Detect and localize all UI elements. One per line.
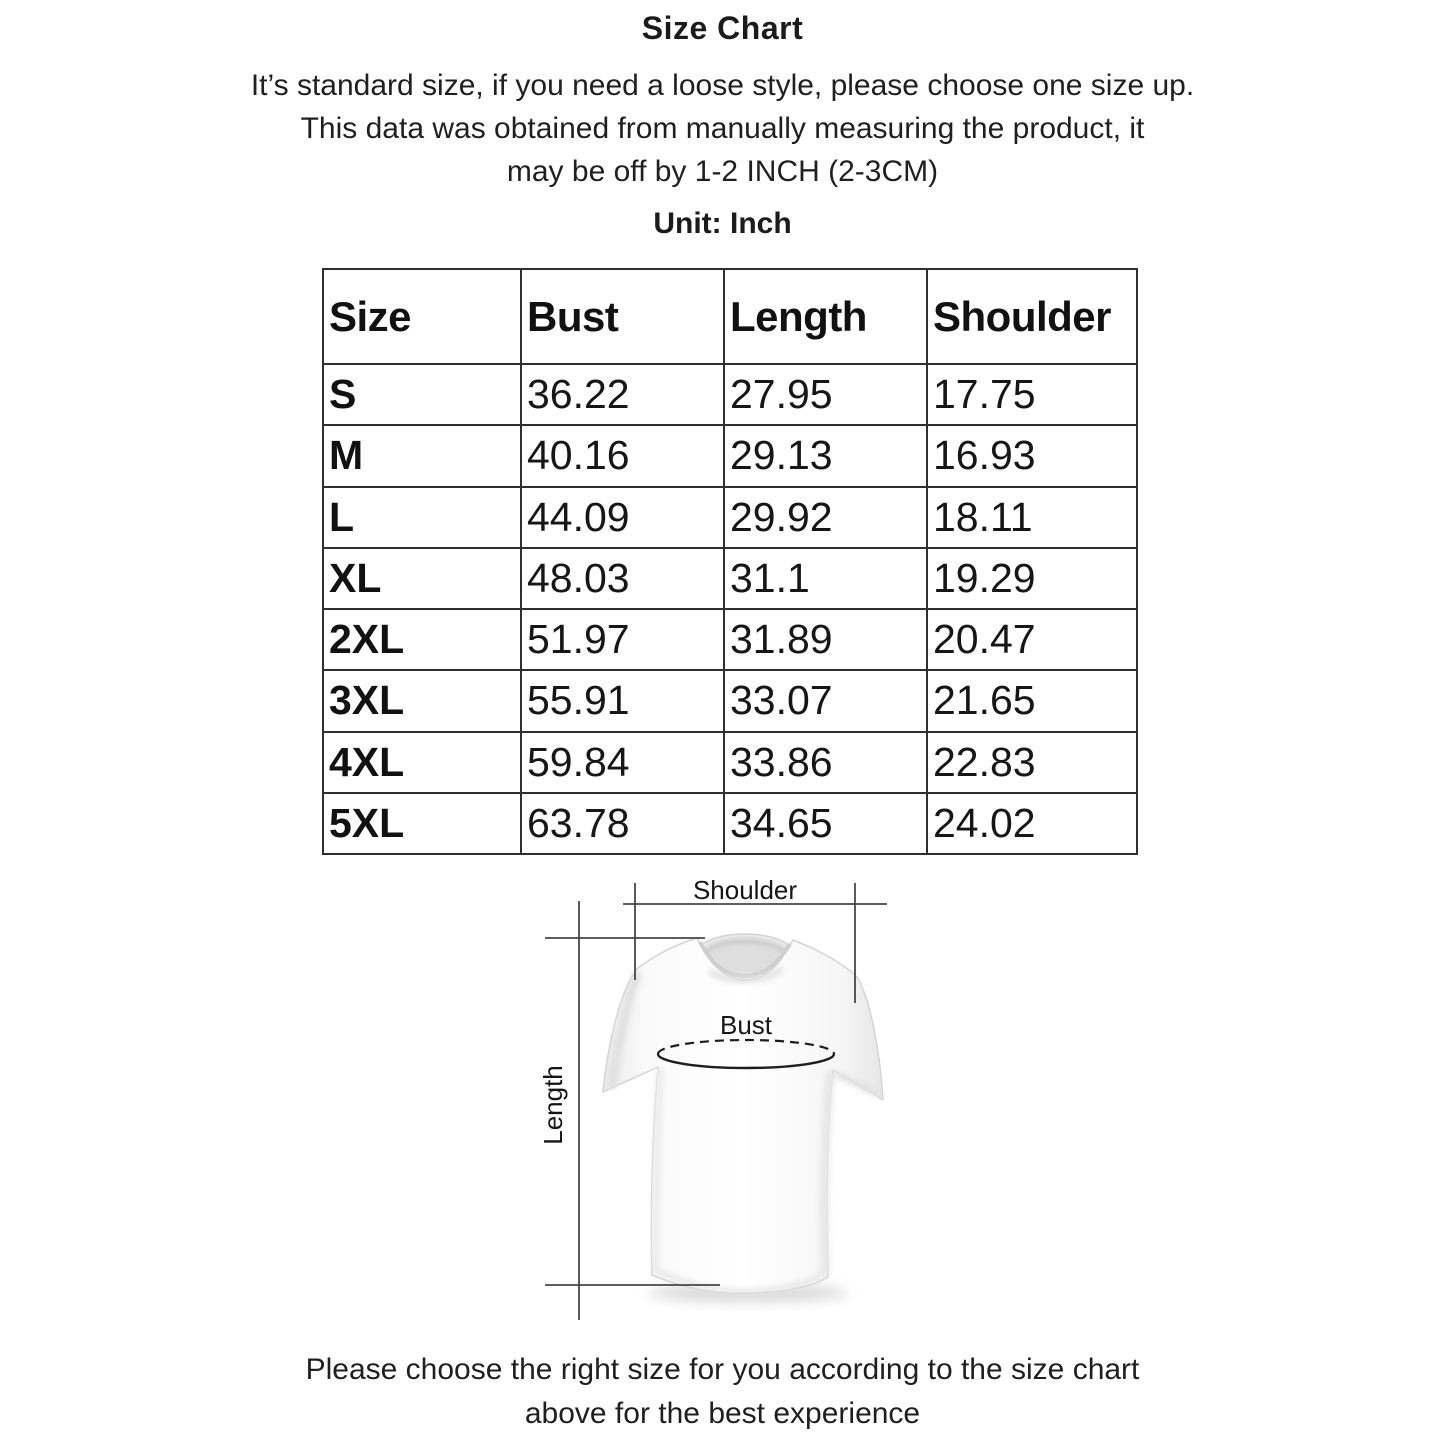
unit-label: Unit: Inch	[653, 207, 792, 240]
table-row	[323, 364, 1137, 425]
column-header-bust: Bust	[521, 269, 724, 364]
tshirt-diagram	[520, 870, 960, 1330]
size-cell: L	[323, 487, 521, 548]
table-row	[323, 793, 1137, 854]
shoulder-cell: 16.93	[927, 425, 1137, 486]
length-cell: 27.95	[724, 364, 927, 425]
bust-label: Bust	[719, 1010, 773, 1040]
size-note-line: may be off by 1-2 INCH (2-3CM)	[506, 155, 939, 188]
shoulder-cell: 17.75	[927, 364, 1137, 425]
length-cell: 31.89	[724, 609, 927, 670]
length-cell: 34.65	[724, 793, 927, 854]
bust-cell: 55.91	[521, 670, 724, 731]
shoulder-cell: 20.47	[927, 609, 1137, 670]
size-cell: 4XL	[323, 732, 521, 793]
table-row	[323, 609, 1137, 670]
length-cell: 29.92	[724, 487, 927, 548]
column-header-length: Length	[724, 269, 927, 364]
size-note-line: It’s standard size, if you need a loose style, please choose one size up.	[250, 69, 1195, 102]
table-row	[323, 732, 1137, 793]
table-row	[323, 487, 1137, 548]
size-cell: S	[323, 364, 521, 425]
footer-note-line: Please choose the right size for you according to the size chart	[305, 1353, 1140, 1386]
bust-cell: 44.09	[521, 487, 724, 548]
size-cell: 5XL	[323, 793, 521, 854]
bust-cell: 40.16	[521, 425, 724, 486]
shoulder-cell: 22.83	[927, 732, 1137, 793]
table-header-row	[323, 269, 1137, 364]
tshirt-graphic	[603, 938, 883, 1293]
bust-cell: 36.22	[521, 364, 724, 425]
shoulder-cell: 24.02	[927, 793, 1137, 854]
column-header-shoulder: Shoulder	[927, 269, 1137, 364]
table-row	[323, 670, 1137, 731]
shoulder-cell: 21.65	[927, 670, 1137, 731]
size-note-line: This data was obtained from manually measuring the product, it	[300, 112, 1145, 145]
page-title: Size Chart	[641, 10, 804, 46]
column-header-size: Size	[323, 269, 521, 364]
length-cell: 33.86	[724, 732, 927, 793]
length-label: Length	[538, 1065, 568, 1145]
footer-note-line: above for the best experience	[524, 1397, 921, 1430]
bust-cell: 51.97	[521, 609, 724, 670]
length-cell: 29.13	[724, 425, 927, 486]
size-note	[0, 64, 1445, 193]
bust-cell: 59.84	[521, 732, 724, 793]
bust-cell: 63.78	[521, 793, 724, 854]
size-cell: XL	[323, 548, 521, 609]
length-cell: 33.07	[724, 670, 927, 731]
footer-note	[0, 1348, 1445, 1436]
size-cell: 2XL	[323, 609, 521, 670]
size-table	[322, 268, 1138, 855]
size-cell: M	[323, 425, 521, 486]
bust-cell: 48.03	[521, 548, 724, 609]
size-cell: 3XL	[323, 670, 521, 731]
table-row	[323, 548, 1137, 609]
length-cell: 31.1	[724, 548, 927, 609]
shoulder-cell: 18.11	[927, 487, 1137, 548]
table-row	[323, 425, 1137, 486]
shoulder-cell: 19.29	[927, 548, 1137, 609]
shoulder-label: Shoulder	[692, 875, 798, 905]
